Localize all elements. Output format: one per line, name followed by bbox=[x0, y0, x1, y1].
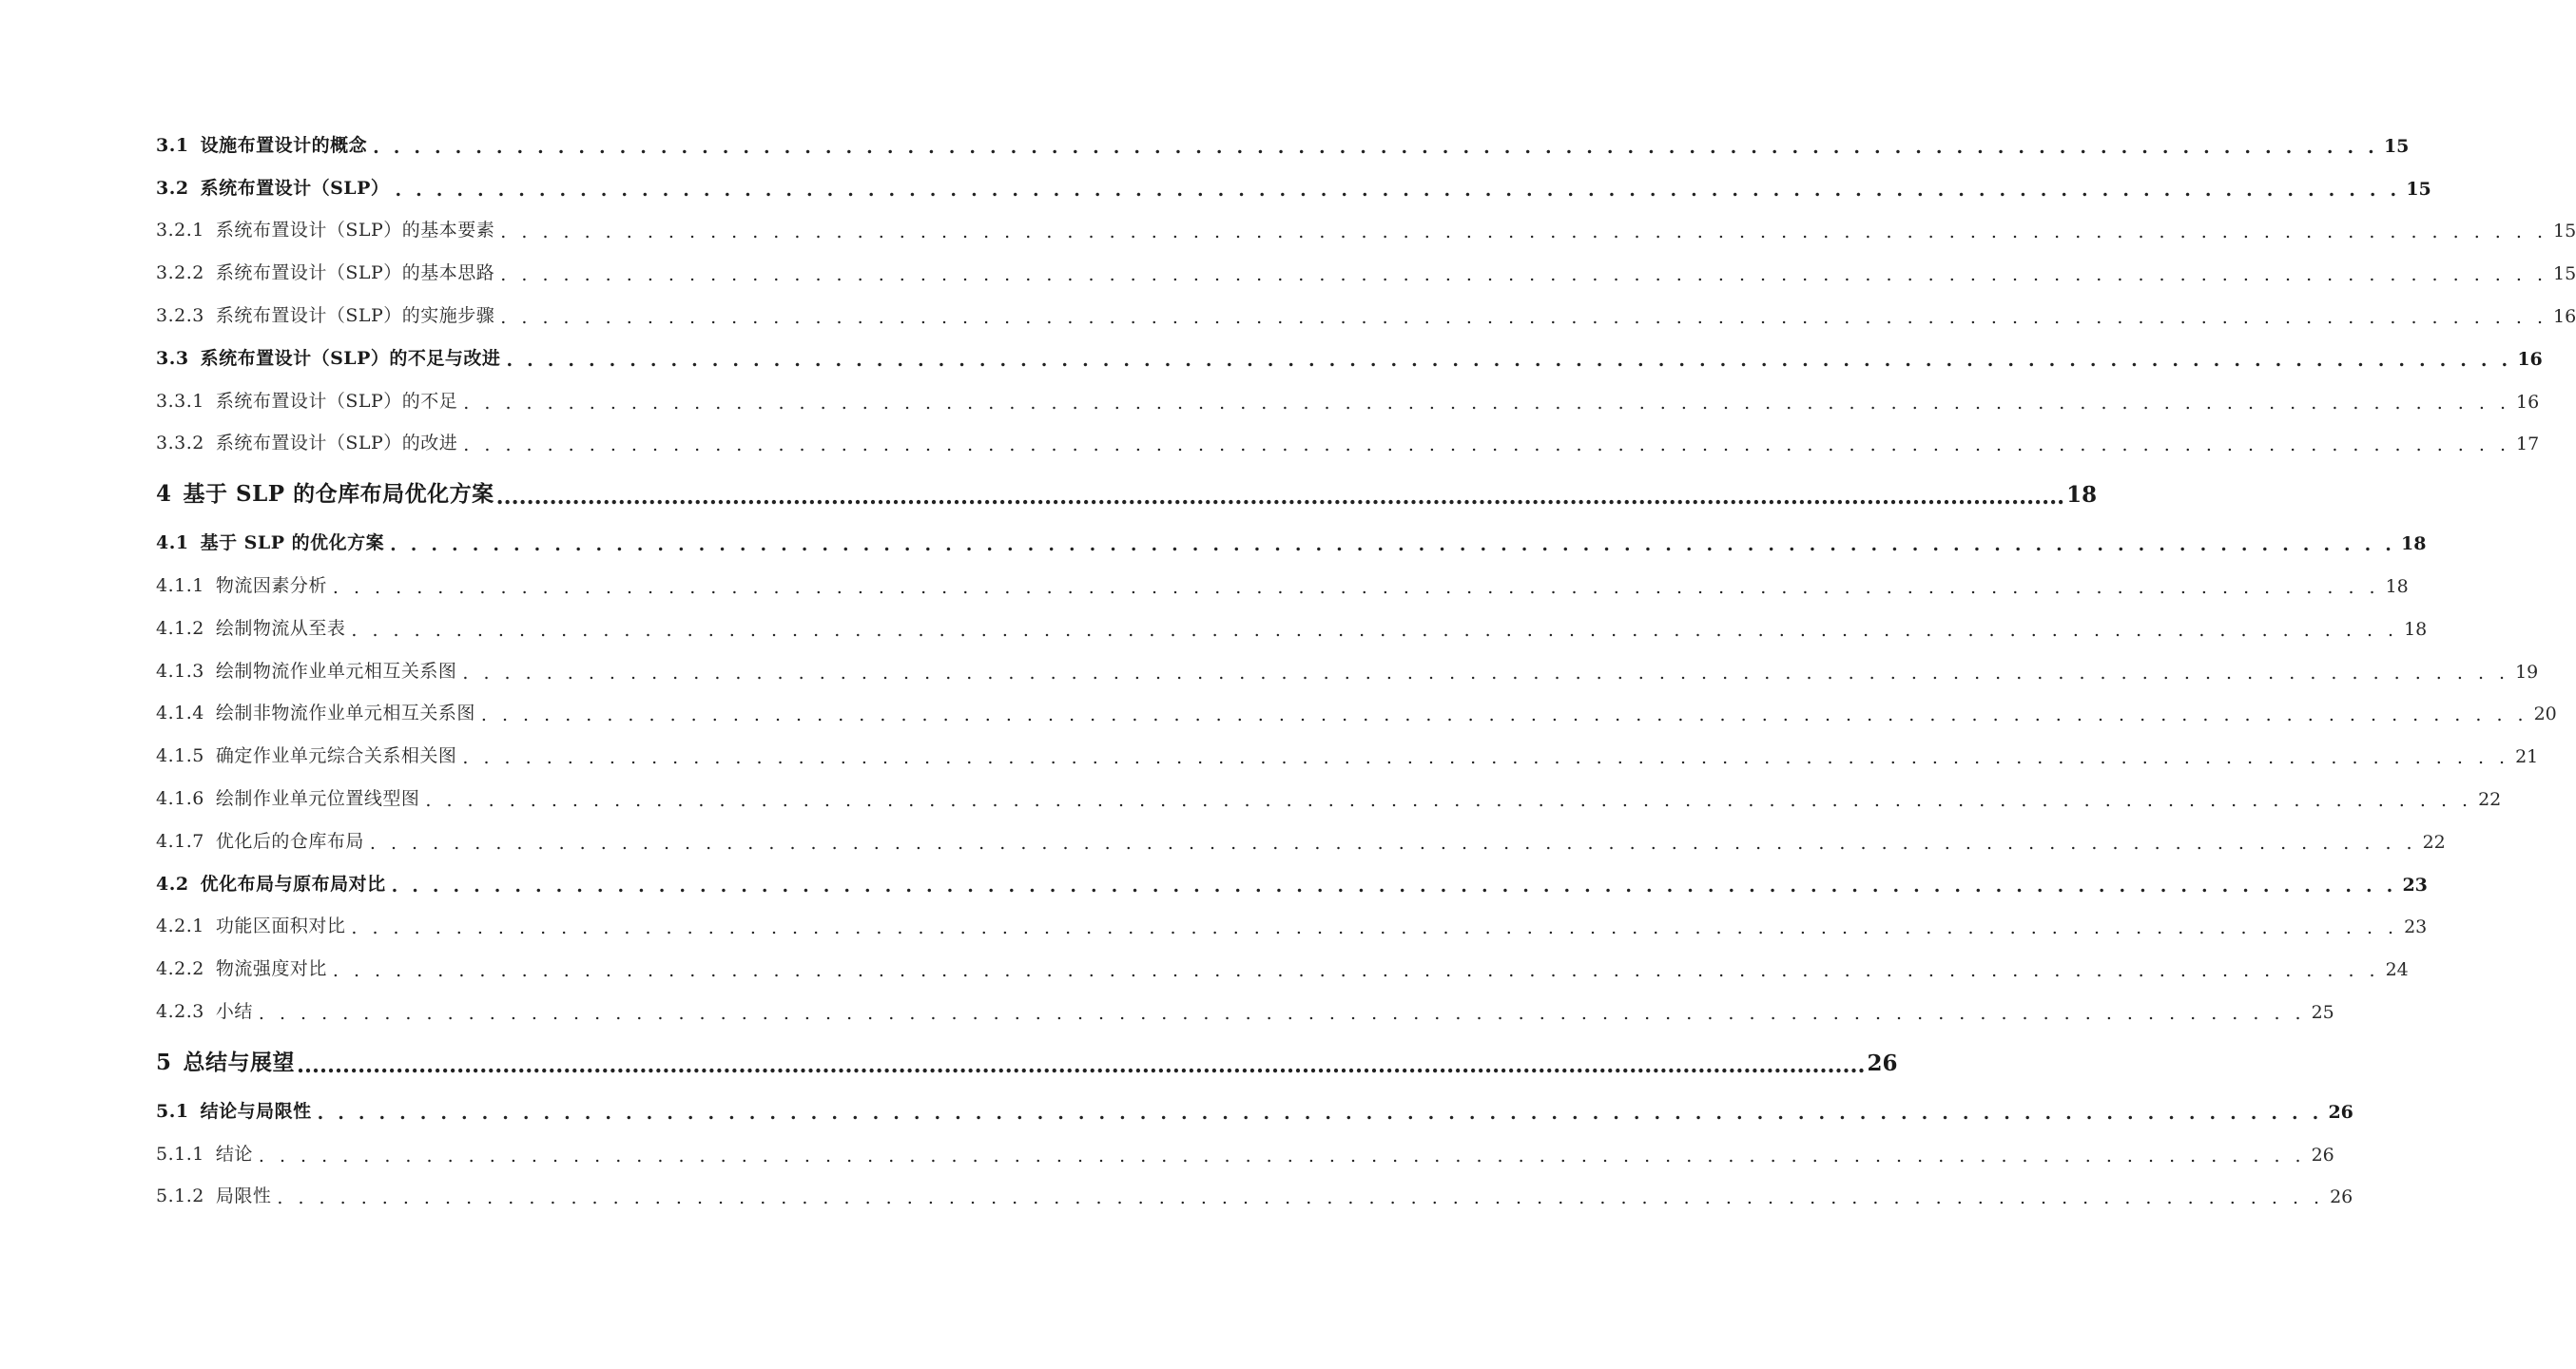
toc-entry-number: 5.1 bbox=[156, 1100, 189, 1122]
toc-entry-title: 绘制物流从至表 bbox=[215, 617, 346, 639]
toc-entry-label bbox=[156, 699, 475, 724]
dot-leader: . . . . . . . . . . . . . . . . . . . . . . . . . . . . . . . . . . . . . . . . . . . . . . . . . . . . . . . . . . . . . . . . . . . . . . . . . . . . . . . . . . . . . . . . . . . . . . . . . . bbox=[395, 179, 2401, 201]
dot-leader: . . . . . . . . . . . . . . . . . . . . . . . . . . . . . . . . . . . . . . . . . . . . . . . . . . . . . . . . . . . . . . . . . . . . . . . . . . . . . . . . . . . . . . . . . . . . . . . . . . bbox=[258, 1145, 2306, 1167]
toc-entry-title: 小结 bbox=[215, 1000, 253, 1022]
dot-leader: . . . . . . . . . . . . . . . . . . . . . . . . . . . . . . . . . . . . . . . . . . . . . . . . . . . . . . . . . . . . . . . . . . . . . . . . . . . . . . . . . . . . . . . . . . . . . . . . . . bbox=[258, 1002, 2306, 1024]
toc-entry-label bbox=[156, 1045, 295, 1076]
dot-leader: . . . . . . . . . . . . . . . . . . . . . . . . . . . . . . . . . . . . . . . . . . . . . . . . . . . . . . . . . . . . . . . . . . . . . . . . . . . . . . . . . . . . . . . . . . . . . . . . . . bbox=[425, 789, 2473, 811]
toc-entry[interactable] bbox=[156, 422, 2540, 465]
toc-entry[interactable] bbox=[156, 1089, 2353, 1132]
toc-entry-number: 3.2 bbox=[156, 177, 189, 199]
toc-entry-number: 4.1.6 bbox=[156, 787, 204, 809]
dot-leader: . . . . . . . . . . . . . . . . . . . . . . . . . . . . . . . . . . . . . . . . . . . . . . . . . . . . . . . . . . . . . . . . . . . . . . . . . . . . . . . . . . . . . . . . . . . . . . . . . . bbox=[277, 1187, 2325, 1209]
toc-entry-number: 3.2.3 bbox=[156, 304, 204, 326]
toc-entry[interactable] bbox=[156, 1032, 1898, 1089]
toc-entry[interactable] bbox=[156, 521, 2427, 564]
dot-leader: . . . . . . . . . . . . . . . . . . . . . . . . . . . . . . . . . . . . . . . . . . . . . . . . . . . . . . . . . . . . . . . . . . . . . . . . . . . . . . . . . . . . . . . . . . . . . . . . . . bbox=[391, 875, 2397, 897]
toc-entry-title: 物流因素分析 bbox=[215, 574, 327, 596]
toc-entry-label bbox=[156, 301, 494, 327]
toc-entry-page-number: 22 bbox=[2478, 788, 2502, 810]
dot-leader: . . . . . . . . . . . . . . . . . . . . . . . . . . . . . . . . . . . . . . . . . . . . . . . . . . . . . . . . . . . . . . . . . . . . . . . . . . . . . . . . . . . . . . . . . . . . . . . . . . bbox=[332, 960, 2380, 982]
toc-entry[interactable] bbox=[156, 1132, 2334, 1175]
toc-entry[interactable] bbox=[156, 464, 2098, 521]
toc-entry-number: 4.1.7 bbox=[156, 830, 204, 852]
dot-leader: . . . . . . . . . . . . . . . . . . . . . . . . . . . . . . . . . . . . . . . . . . . . . . . . . . . . . . . . . . . . . . . . . . . . . . . . . . . . . . . . . . . . . . . . . . . . . . . . . . bbox=[480, 704, 2528, 726]
toc-entry-label bbox=[156, 870, 386, 896]
toc-entry-label bbox=[156, 954, 327, 980]
toc-entry[interactable] bbox=[156, 379, 2540, 422]
toc-entry-number: 4.2 bbox=[156, 873, 189, 895]
toc-entry-title: 系统布置设计（SLP）的不足与改进 bbox=[200, 347, 501, 369]
toc-entry-label bbox=[156, 827, 364, 853]
toc-entry-number: 4.1.3 bbox=[156, 660, 204, 682]
toc-entry-number: 4.1 bbox=[156, 532, 189, 554]
toc-entry[interactable] bbox=[156, 166, 2431, 209]
dot-leader: .............................................................................................................................................................................................................. bbox=[495, 484, 2065, 511]
toc-entry-label bbox=[156, 912, 345, 937]
toc-entry-label bbox=[156, 571, 327, 597]
toc-entry-title: 局限性 bbox=[215, 1186, 272, 1207]
toc-entry-title: 基于 SLP 的优化方案 bbox=[200, 532, 385, 554]
dot-leader: .............................................................................................................................................................................................................. bbox=[297, 1051, 1866, 1078]
toc-entry-page-number: 21 bbox=[2515, 746, 2539, 768]
toc-entry-number: 4.1.5 bbox=[156, 745, 204, 767]
toc-entry-page-number: 16 bbox=[2516, 391, 2540, 413]
toc-entry-page-number: 18 bbox=[2401, 533, 2427, 555]
toc-entry[interactable] bbox=[156, 819, 2446, 862]
toc-entry-number: 4.1.4 bbox=[156, 703, 204, 724]
toc-entry[interactable] bbox=[156, 1175, 2353, 1218]
toc-entry-number: 4 bbox=[156, 481, 172, 508]
toc-entry[interactable] bbox=[156, 734, 2539, 777]
toc-entry-title: 基于 SLP 的仓库布局优化方案 bbox=[183, 481, 494, 508]
toc-entry-title: 确定作业单元综合关系相关图 bbox=[215, 745, 457, 767]
toc-entry-label bbox=[156, 259, 494, 284]
toc-entry[interactable] bbox=[156, 251, 2576, 294]
toc-entry-page-number: 23 bbox=[2402, 874, 2428, 896]
toc-entry-page-number: 18 bbox=[2385, 575, 2409, 597]
toc-entry-number: 5.1.1 bbox=[156, 1143, 204, 1165]
toc-entry[interactable] bbox=[156, 905, 2428, 948]
toc-entry-page-number: 26 bbox=[1867, 1050, 1898, 1076]
toc-entry-page-number: 16 bbox=[2553, 305, 2576, 327]
toc-entry-title: 功能区面积对比 bbox=[215, 916, 346, 937]
toc-entry-page-number: 25 bbox=[2311, 1001, 2334, 1023]
toc-entry-page-number: 26 bbox=[2330, 1186, 2353, 1208]
toc-entry-number: 4.1.2 bbox=[156, 617, 204, 639]
toc-entry-number: 3.3.1 bbox=[156, 390, 204, 412]
toc-entry[interactable] bbox=[156, 209, 2576, 252]
toc-entry-title: 设施布置设计的概念 bbox=[200, 134, 368, 156]
dot-leader: . . . . . . . . . . . . . . . . . . . . . . . . . . . . . . . . . . . . . . . . . . . . . . . . . . . . . . . . . . . . . . . . . . . . . . . . . . . . . . . . . . . . . . . . . . . . . . . . . . bbox=[390, 534, 2396, 556]
dot-leader: . . . . . . . . . . . . . . . . . . . . . . . . . . . . . . . . . . . . . . . . . . . . . . . . . . . . . . . . . . . . . . . . . . . . . . . . . . . . . . . . . . . . . . . . . . . . . . . . . . bbox=[500, 222, 2547, 243]
toc-entry-number: 3.2.2 bbox=[156, 262, 204, 284]
toc-entry-page-number: 20 bbox=[2533, 704, 2557, 725]
toc-entry-title: 总结与展望 bbox=[183, 1049, 296, 1075]
table-of-contents bbox=[156, 124, 2576, 1217]
toc-entry-label bbox=[156, 174, 389, 200]
toc-entry-number: 4.2.1 bbox=[156, 916, 204, 937]
toc-entry-title: 系统布置设计（SLP）的基本要素 bbox=[215, 220, 495, 241]
toc-entry-page-number: 26 bbox=[2328, 1101, 2353, 1123]
toc-entry-page-number: 26 bbox=[2311, 1144, 2334, 1166]
toc-entry-number: 3.3 bbox=[156, 347, 189, 369]
toc-entry-label bbox=[156, 344, 500, 370]
toc-entry-label bbox=[156, 216, 494, 241]
toc-entry-title: 系统布置设计（SLP） bbox=[200, 177, 390, 199]
toc-entry-page-number: 15 bbox=[2553, 221, 2576, 242]
toc-entry-label bbox=[156, 1140, 253, 1166]
toc-entry-title: 系统布置设计（SLP）的改进 bbox=[215, 433, 458, 454]
toc-entry-title: 物流强度对比 bbox=[215, 958, 327, 980]
toc-entry-number: 4.1.1 bbox=[156, 574, 204, 596]
toc-entry-title: 优化后的仓库布局 bbox=[215, 830, 364, 852]
toc-entry[interactable] bbox=[156, 124, 2410, 166]
dot-leader: . . . . . . . . . . . . . . . . . . . . . . . . . . . . . . . . . . . . . . . . . . . . . . . . . . . . . . . . . . . . . . . . . . . . . . . . . . . . . . . . . . . . . . . . . . . . . . . . . . bbox=[463, 392, 2510, 414]
toc-entry-page-number: 15 bbox=[2406, 178, 2431, 200]
toc-entry-number: 4.2.3 bbox=[156, 1000, 204, 1022]
dot-leader: . . . . . . . . . . . . . . . . . . . . . . . . . . . . . . . . . . . . . . . . . . . . . . . . . . . . . . . . . . . . . . . . . . . . . . . . . . . . . . . . . . . . . . . . . . . . . . . . . . bbox=[369, 832, 2417, 854]
dot-leader: . . . . . . . . . . . . . . . . . . . . . . . . . . . . . . . . . . . . . . . . . . . . . . . . . . . . . . . . . . . . . . . . . . . . . . . . . . . . . . . . . . . . . . . . . . . . . . . . . . bbox=[462, 662, 2510, 684]
toc-entry-number: 3.1 bbox=[156, 134, 189, 156]
toc-entry-page-number: 16 bbox=[2517, 348, 2543, 370]
toc-entry-title: 绘制作业单元位置线型图 bbox=[215, 787, 420, 809]
toc-entry[interactable] bbox=[156, 777, 2502, 819]
toc-entry-label bbox=[156, 784, 419, 810]
toc-entry-title: 绘制非物流作业单元相互关系图 bbox=[215, 703, 475, 724]
dot-leader: . . . . . . . . . . . . . . . . . . . . . . . . . . . . . . . . . . . . . . . . . . . . . . . . . . . . . . . . . . . . . . . . . . . . . . . . . . . . . . . . . . . . . . . . . . . . . . . . . . bbox=[506, 349, 2512, 371]
toc-entry-label bbox=[156, 131, 367, 157]
dot-leader: . . . . . . . . . . . . . . . . . . . . . . . . . . . . . . . . . . . . . . . . . . . . . . . . . . . . . . . . . . . . . . . . . . . . . . . . . . . . . . . . . . . . . . . . . . . . . . . . . . bbox=[462, 747, 2510, 769]
toc-entry-title: 结论 bbox=[215, 1143, 253, 1165]
dot-leader: . . . . . . . . . . . . . . . . . . . . . . . . . . . . . . . . . . . . . . . . . . . . . . . . . . . . . . . . . . . . . . . . . . . . . . . . . . . . . . . . . . . . . . . . . . . . . . . . . . bbox=[332, 576, 2380, 598]
dot-leader: . . . . . . . . . . . . . . . . . . . . . . . . . . . . . . . . . . . . . . . . . . . . . . . . . . . . . . . . . . . . . . . . . . . . . . . . . . . . . . . . . . . . . . . . . . . . . . . . . . bbox=[351, 917, 2399, 939]
toc-entry-page-number: 17 bbox=[2516, 434, 2540, 455]
toc-entry-label bbox=[156, 476, 494, 508]
toc-entry-page-number: 18 bbox=[2404, 618, 2428, 640]
dot-leader: . . . . . . . . . . . . . . . . . . . . . . . . . . . . . . . . . . . . . . . . . . . . . . . . . . . . . . . . . . . . . . . . . . . . . . . . . . . . . . . . . . . . . . . . . . . . . . . . . . bbox=[373, 136, 2378, 158]
toc-entry-page-number: 19 bbox=[2515, 661, 2539, 683]
toc-entry[interactable] bbox=[156, 649, 2539, 692]
toc-entry-page-number: 22 bbox=[2422, 831, 2446, 853]
toc-entry-label bbox=[156, 529, 384, 554]
toc-entry[interactable] bbox=[156, 607, 2428, 649]
toc-entry-page-number: 15 bbox=[2553, 263, 2576, 285]
toc-entry[interactable] bbox=[156, 692, 2557, 735]
toc-entry-page-number: 24 bbox=[2385, 959, 2409, 981]
toc-entry[interactable] bbox=[156, 337, 2543, 379]
toc-entry[interactable] bbox=[156, 862, 2428, 905]
toc-entry-page-number: 15 bbox=[2383, 135, 2410, 157]
toc-entry-title: 优化布局与原布局对比 bbox=[200, 873, 386, 895]
toc-entry-label bbox=[156, 742, 456, 767]
dot-leader: . . . . . . . . . . . . . . . . . . . . . . . . . . . . . . . . . . . . . . . . . . . . . . . . . . . . . . . . . . . . . . . . . . . . . . . . . . . . . . . . . . . . . . . . . . . . . . . . . . bbox=[317, 1102, 2323, 1124]
toc-entry-label bbox=[156, 1097, 312, 1123]
toc-entry[interactable] bbox=[156, 294, 2576, 337]
toc-entry-title: 结论与局限性 bbox=[200, 1100, 312, 1122]
toc-entry-label bbox=[156, 614, 345, 640]
dot-leader: . . . . . . . . . . . . . . . . . . . . . . . . . . . . . . . . . . . . . . . . . . . . . . . . . . . . . . . . . . . . . . . . . . . . . . . . . . . . . . . . . . . . . . . . . . . . . . . . . . bbox=[500, 264, 2547, 286]
dot-leader: . . . . . . . . . . . . . . . . . . . . . . . . . . . . . . . . . . . . . . . . . . . . . . . . . . . . . . . . . . . . . . . . . . . . . . . . . . . . . . . . . . . . . . . . . . . . . . . . . . bbox=[351, 619, 2399, 641]
toc-entry-label bbox=[156, 429, 457, 454]
toc-entry-title: 系统布置设计（SLP）的基本思路 bbox=[215, 262, 495, 284]
toc-entry[interactable] bbox=[156, 564, 2409, 607]
toc-entry-number: 4.2.2 bbox=[156, 958, 204, 980]
toc-entry-label bbox=[156, 387, 457, 413]
dot-leader: . . . . . . . . . . . . . . . . . . . . . . . . . . . . . . . . . . . . . . . . . . . . . . . . . . . . . . . . . . . . . . . . . . . . . . . . . . . . . . . . . . . . . . . . . . . . . . . . . . bbox=[500, 306, 2547, 328]
toc-entry[interactable] bbox=[156, 947, 2409, 990]
toc-entry-page-number: 23 bbox=[2404, 916, 2428, 938]
toc-entry-number: 5 bbox=[156, 1049, 172, 1075]
dot-leader: . . . . . . . . . . . . . . . . . . . . . . . . . . . . . . . . . . . . . . . . . . . . . . . . . . . . . . . . . . . . . . . . . . . . . . . . . . . . . . . . . . . . . . . . . . . . . . . . . . bbox=[463, 434, 2510, 456]
toc-entry-number: 5.1.2 bbox=[156, 1186, 204, 1207]
toc-entry-title: 绘制物流作业单元相互关系图 bbox=[215, 660, 457, 682]
toc-entry-label bbox=[156, 997, 253, 1023]
toc-entry[interactable] bbox=[156, 990, 2334, 1032]
toc-entry-title: 系统布置设计（SLP）的不足 bbox=[215, 390, 458, 412]
toc-entry-page-number: 18 bbox=[2066, 482, 2098, 509]
toc-entry-label bbox=[156, 1182, 271, 1207]
toc-entry-number: 3.3.2 bbox=[156, 433, 204, 454]
toc-entry-label bbox=[156, 657, 456, 683]
toc-entry-number: 3.2.1 bbox=[156, 220, 204, 241]
toc-entry-title: 系统布置设计（SLP）的实施步骤 bbox=[215, 304, 495, 326]
